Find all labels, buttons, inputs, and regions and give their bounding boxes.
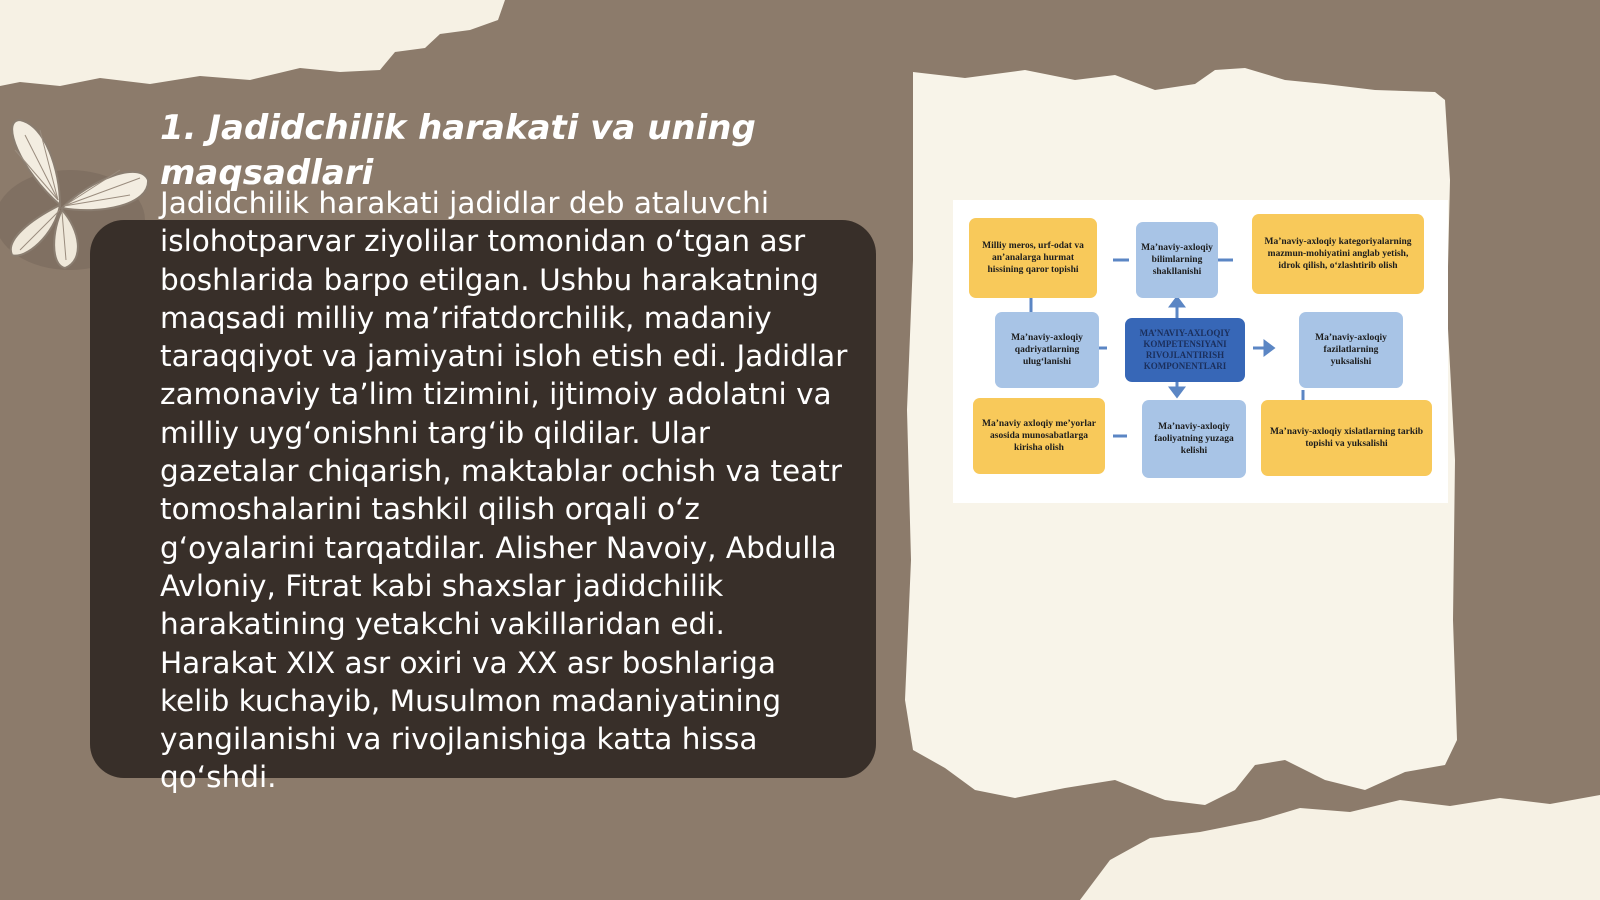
diagram-box-bottom-left: Ma’naviy axloqiy me’yorlar asosida munosabatlarga kirisha olish <box>973 398 1105 474</box>
diagram-box-top-middle: Ma’naviy-axloqiy bilimlarning shakllanishi <box>1136 222 1218 298</box>
diagram-box-top-right: Ma’naviy-axloqiy kategoriyalarning mazmun-mohiyatini anglab yetish, idrok qilish, o‘zlashtirib olish <box>1252 214 1424 294</box>
diagram-image <box>953 200 1448 503</box>
diagram-box-bottom-right: Ma’naviy-axloqiy xislatlarning tarkib topishi va yuksalishi <box>1261 400 1432 476</box>
diagram-box-bottom-middle: Ma’naviy-axloqiy faoliyatning yuzaga kelishi <box>1142 400 1246 478</box>
slide-body-text: Jadidchilik harakati jadidlar deb ataluvchi islohotparvar ziyolilar tomonidan o‘tgan asr boshlarida barpo etilgan. Ushbu harakatning maqsadi milliy ma’rifatdorchilik, madaniy taraqqiyot va jamiyatni isloh etish edi. Jadidlar zamonaviy ta’lim tizimini, ijtimoiy adolatni va milliy uyg‘onishni targ‘ib qildilar. Ular gazetalar chiqarish, maktablar ochish va teatr tomoshalarini tashkil qilish orqali o‘z g‘oyalarini tarqatdilar. Alisher Navoiy, Abdulla Avloniy, Fitrat kabi shaxslar jadidchilik harakatining yetakchi vakillaridan edi. Harakat XIX asr oxiri va XX asr boshlariga kelib kuchayib, Musulmon madaniyatining yangilanishi va rivojlanishiga katta hissa qo‘shdi. <box>160 186 848 795</box>
diagram-box-top-left: Milliy meros, urf-odat va an’analarga hurmat hissining qaror topishi <box>969 218 1097 298</box>
diagram-box-middle-right: Ma’naviy-axloqiy fazilatlarning yuksalishi <box>1299 312 1403 388</box>
slide-title: 1. Jadidchilik harakati va uning maqsadlari <box>160 108 756 193</box>
diagram-box-middle-left: Ma’naviy-axloqiy qadriyatlarning ulug‘lanishi <box>995 312 1099 388</box>
diagram-box-center: MA’NAVIY-AXLOQIY KOMPETENSIYANI RIVOJLANTIRISH KOMPONENTLARI <box>1125 318 1245 382</box>
